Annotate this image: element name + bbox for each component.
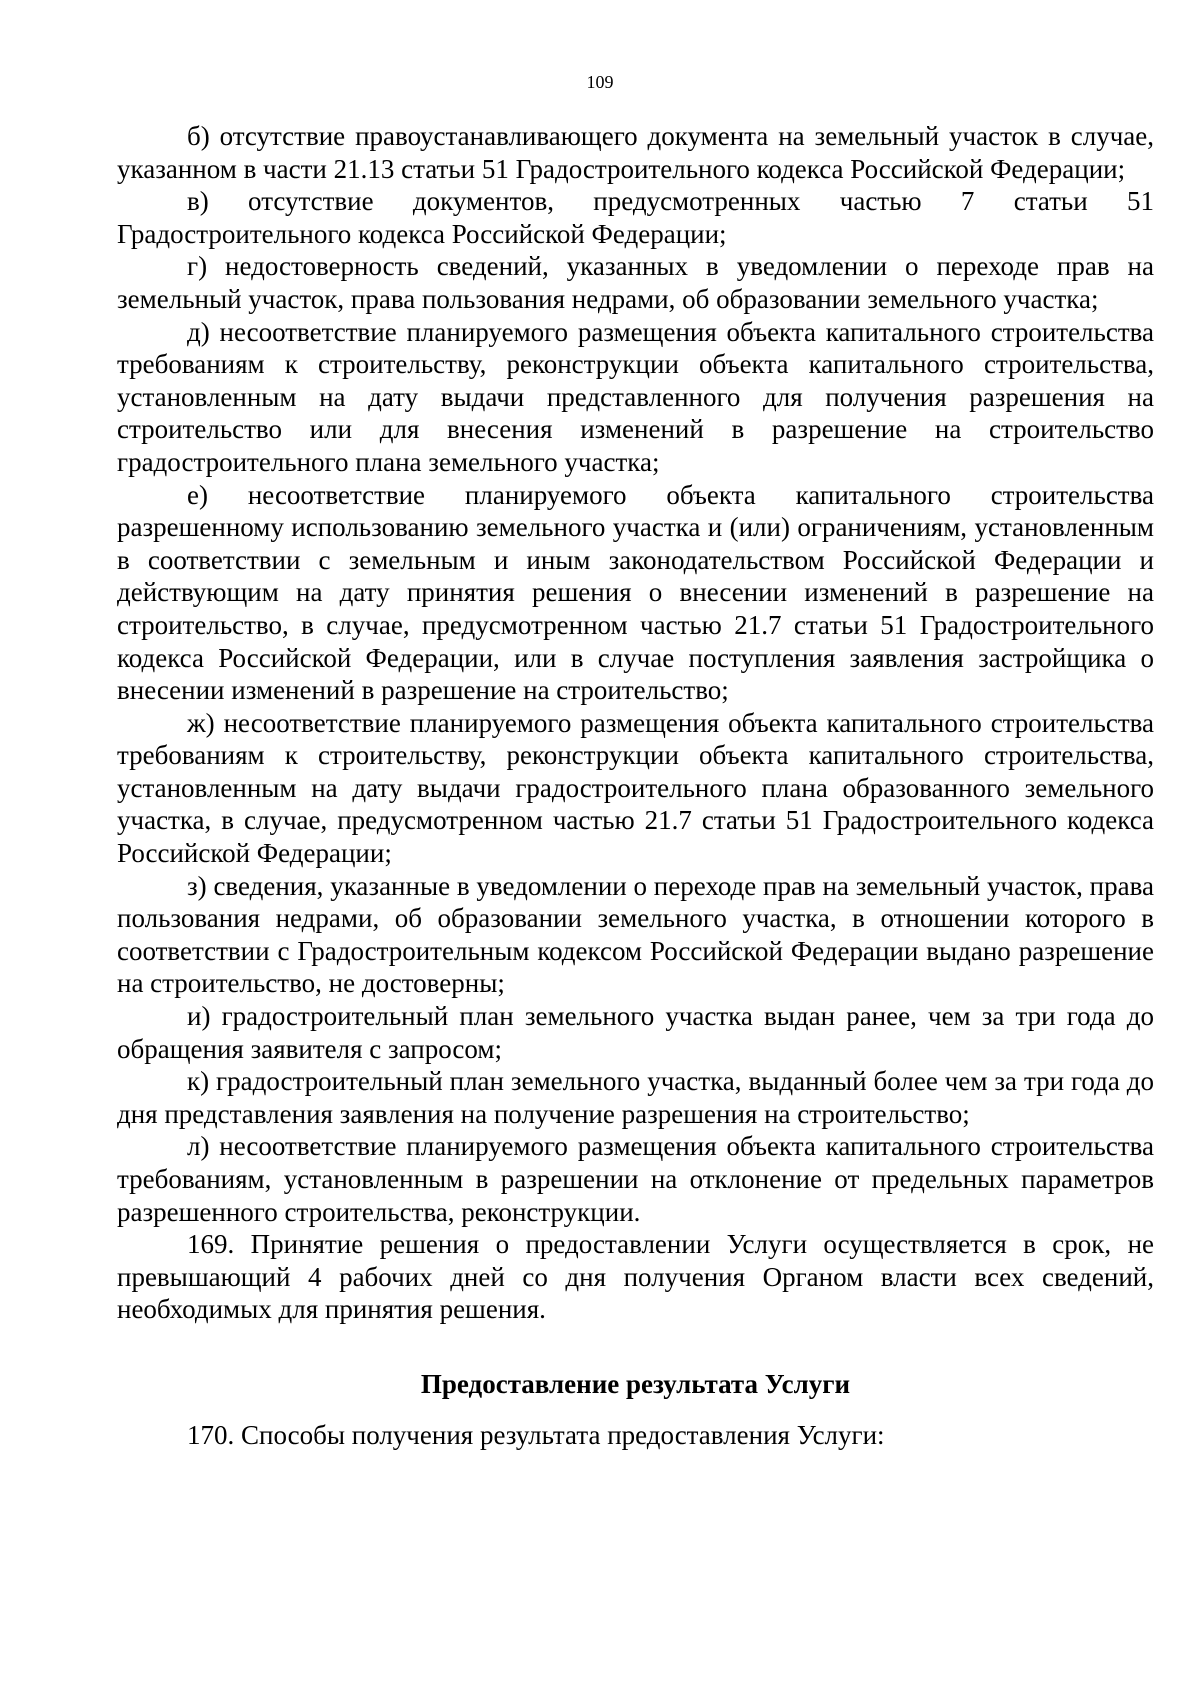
paragraph-k: к) градостроительный план земельного участка, выданный более чем за три года до дня представления заявления на получение разрешения на строительство; <box>117 1066 1154 1129</box>
paragraph-zh: ж) несоответствие планируемого размещения объекта капитального строительства требованиям к строительству, реконструкции объекта капитального строительства, установленным на дату выдачи градостроительного плана образованного земельного участка, в случае, предусмотренном частью 21.7 статьи 51 Градостроительного кодекса Российской Федерации; <box>117 707 1154 869</box>
paragraph-e: е) несоответствие планируемого объекта капитального строительства разрешенному использованию земельного участка и (или) ограничениям, установленным в соответствии с земельным и иным законодательством Российской Федерации и действующим на дату принятия решения о внесении изменений в разрешение на строительство, в случае, предусмотренном частью 21.7 статьи 51 Градостроительного кодекса Российской Федерации, или в случае поступления заявления застройщика о внесении изменений в разрешение на строительство; <box>117 479 1154 706</box>
paragraph-g: г) недостоверность сведений, указанных в уведомлении о переходе прав на земельный участок, права пользования недрами, об образовании земельного участка; <box>117 251 1154 314</box>
paragraph-z: з) сведения, указанные в уведомлении о переходе прав на земельный участок, права пользования недрами, об образовании земельного участка, в отношении которого в соответствии с Градостроительным кодексом Российской Федерации выдано разрешение на строительство, не достоверны; <box>117 870 1154 999</box>
page-number: 109 <box>586 72 614 92</box>
paragraph-169: 169. Принятие решения о предоставлении Услуги осуществляется в срок, не превышающий 4 рабочих дней со дня получения Органом власти всех сведений, необходимых для принятия решения. <box>117 1229 1154 1325</box>
paragraph-i: и) градостроительный план земельного участка выдан ранее, чем за три года до обращения заявителя с запросом; <box>117 1001 1154 1064</box>
paragraph-d: д) несоответствие планируемого размещения объекта капитального строительства требованиям к строительству, реконструкции объекта капитального строительства, установленным на дату выдачи представленного для получения разрешения на строительство или для внесения изменений в разрешение на строительство градостроительного плана земельного участка; <box>117 316 1154 477</box>
paragraph-b: б) отсутствие правоустанавливающего документа на земельный участок в случае, указанном в части 21.13 статьи 51 Градостроительного кодекса Российской Федерации; <box>117 121 1154 184</box>
paragraph-170: 170. Способы получения результата предоставления Услуги: <box>187 1419 885 1450</box>
paragraph-l: л) несоответствие планируемого размещения объекта капитального строительства требованиям, установленным в разрешении на отклонение от предельных параметров разрешенного строительства, реконструкции. <box>117 1131 1154 1227</box>
section-heading: Предоставление результата Услуги <box>420 1368 851 1399</box>
document-body <box>117 120 1154 1451</box>
paragraph-v: в) отсутствие документов, предусмотренных частью 7 статьи 51 Градостроительного кодекса Российской Федерации; <box>117 186 1154 249</box>
